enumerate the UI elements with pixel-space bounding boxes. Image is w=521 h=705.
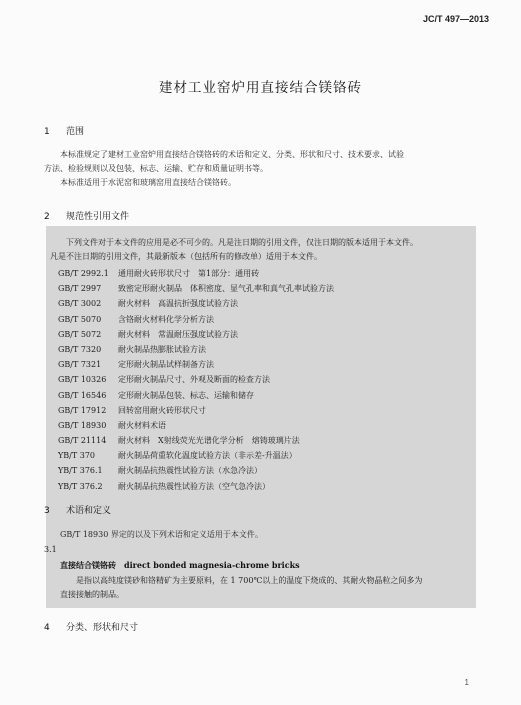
reference-code: GB/T 2992.1 xyxy=(58,269,109,278)
reference-title: 定形耐火制品试样制备方法 xyxy=(118,360,214,370)
reference-code: YB/T 376.2 xyxy=(58,481,103,491)
section-3-title: 术语和定义 xyxy=(66,506,112,516)
section-2-title: 规范性引用文件 xyxy=(66,212,130,222)
reference-title: 回转窑用耐火砖形状尺寸 xyxy=(118,405,206,415)
section-1-body xyxy=(44,148,484,190)
reference-title: 致密定形耐火制品 体积密度、显气孔率和真气孔率试验方法 xyxy=(118,284,334,294)
section-3-number: 3 xyxy=(44,506,50,516)
scope-line-2: 方法、检验规则以及包装、标志、运输、贮存和质量证明书等。 xyxy=(44,164,268,173)
section-4-number: 4 xyxy=(44,623,50,633)
reference-item xyxy=(50,418,334,433)
reference-title: 耐火材料术语 xyxy=(118,420,166,430)
reference-item xyxy=(50,388,334,403)
page-number: 1 xyxy=(464,678,469,687)
reference-code: GB/T 3002 xyxy=(58,299,102,309)
term-chinese: 直接结合镁铬砖 xyxy=(60,561,116,570)
reference-item xyxy=(50,342,334,357)
term-definition-line-1: 是指以高纯度镁砂和铬精矿为主要原料，在 1 700℃以上的温度下烧成的、其耐火物晶粒之间多为 xyxy=(76,576,423,585)
reference-code: GB/T 5070 xyxy=(58,314,102,324)
reference-item xyxy=(50,312,334,327)
scope-line-3: 本标准适用于水泥窑和玻璃窑用直接结合镁铬砖。 xyxy=(60,178,236,187)
reference-title: 耐火制品抗热震性试验方法（水急冷法） xyxy=(118,466,262,476)
reference-item xyxy=(50,372,334,387)
standard-code: JC/T 497—2013 xyxy=(422,14,489,24)
reference-title: 耐火制品荷重软化温度试验方法（非示差-升温法） xyxy=(118,451,297,461)
reference-code: GB/T 17912 xyxy=(58,405,107,415)
reference-code: GB/T 16546 xyxy=(58,390,107,400)
reference-title: 耐火材料 X射线荧光光谱化学分析 熔铸玻璃片法 xyxy=(118,436,300,446)
terms-intro: GB/T 18930 界定的以及下列术语和定义适用于本文件。 xyxy=(60,530,263,539)
reference-code: GB/T 7320 xyxy=(58,344,102,354)
reference-title: 耐火制品抗热震性试验方法（空气急冷法） xyxy=(118,481,270,491)
reference-list xyxy=(50,266,334,494)
term-english: direct bonded magnesia-chrome bricks xyxy=(124,560,300,570)
section-1-number: 1 xyxy=(44,127,50,137)
section-3-heading xyxy=(44,503,111,516)
reference-item xyxy=(50,448,334,463)
reference-code: GB/T 10326 xyxy=(58,375,107,385)
reference-item xyxy=(50,357,334,372)
reference-item xyxy=(50,403,334,418)
references-intro xyxy=(50,236,480,264)
term-definition xyxy=(60,574,480,602)
term-number: 3.1 xyxy=(44,545,57,554)
document-title: 建材工业窑炉用直接结合镁铬砖 xyxy=(159,80,362,96)
reference-code: GB/T 21114 xyxy=(58,436,107,446)
reference-item xyxy=(50,327,334,342)
reference-code: GB/T 5072 xyxy=(58,329,102,339)
section-1-title: 范围 xyxy=(66,127,85,137)
scope-line-1: 本标准规定了建材工业窑炉用直接结合镁铬砖的术语和定义、分类、形状和尺寸、技术要求、试验 xyxy=(60,150,404,159)
section-4-title: 分类、形状和尺寸 xyxy=(66,623,139,633)
reference-item xyxy=(50,479,334,494)
reference-title: 耐火材料 常温耐压强度试验方法 xyxy=(118,329,238,339)
reference-code: YB/T 370 xyxy=(58,451,96,461)
reference-item xyxy=(50,433,334,448)
term-heading xyxy=(60,560,300,571)
reference-title: 耐火材料 高温抗折强度试验方法 xyxy=(118,299,238,309)
reference-item xyxy=(50,281,334,296)
reference-item xyxy=(50,296,334,311)
reference-code: YB/T 376.1 xyxy=(58,466,103,476)
reference-title: 耐火制品热膨胀试验方法 xyxy=(118,344,206,354)
section-1-heading xyxy=(44,124,84,137)
reference-code: GB/T 2997 xyxy=(58,284,102,294)
term-definition-line-2: 直接接触的制品。 xyxy=(60,590,124,599)
references-intro-line-1: 下列文件对于本文件的应用是必不可少的。凡是注日期的引用文件，仅注日期的版本适用于本文件。 xyxy=(66,238,418,247)
section-4-heading xyxy=(44,620,138,633)
references-intro-line-2: 凡是不注日期的引用文件，其最新版本（包括所有的修改单）适用于本文件。 xyxy=(50,252,322,261)
reference-item xyxy=(50,463,334,478)
reference-item xyxy=(50,266,334,281)
reference-title: 通用耐火砖形状尺寸 第1部分：通用砖 xyxy=(118,269,260,278)
reference-code: GB/T 18930 xyxy=(58,420,107,430)
reference-title: 含铬耐火材料化学分析方法 xyxy=(118,314,214,324)
reference-title: 定形耐火制品尺寸、外观及断面的检查方法 xyxy=(118,375,270,385)
reference-code: GB/T 7321 xyxy=(58,360,102,370)
section-2-heading xyxy=(44,209,129,222)
section-2-number: 2 xyxy=(44,212,50,222)
reference-title: 定形耐火制品包装、标志、运输和储存 xyxy=(118,390,254,400)
